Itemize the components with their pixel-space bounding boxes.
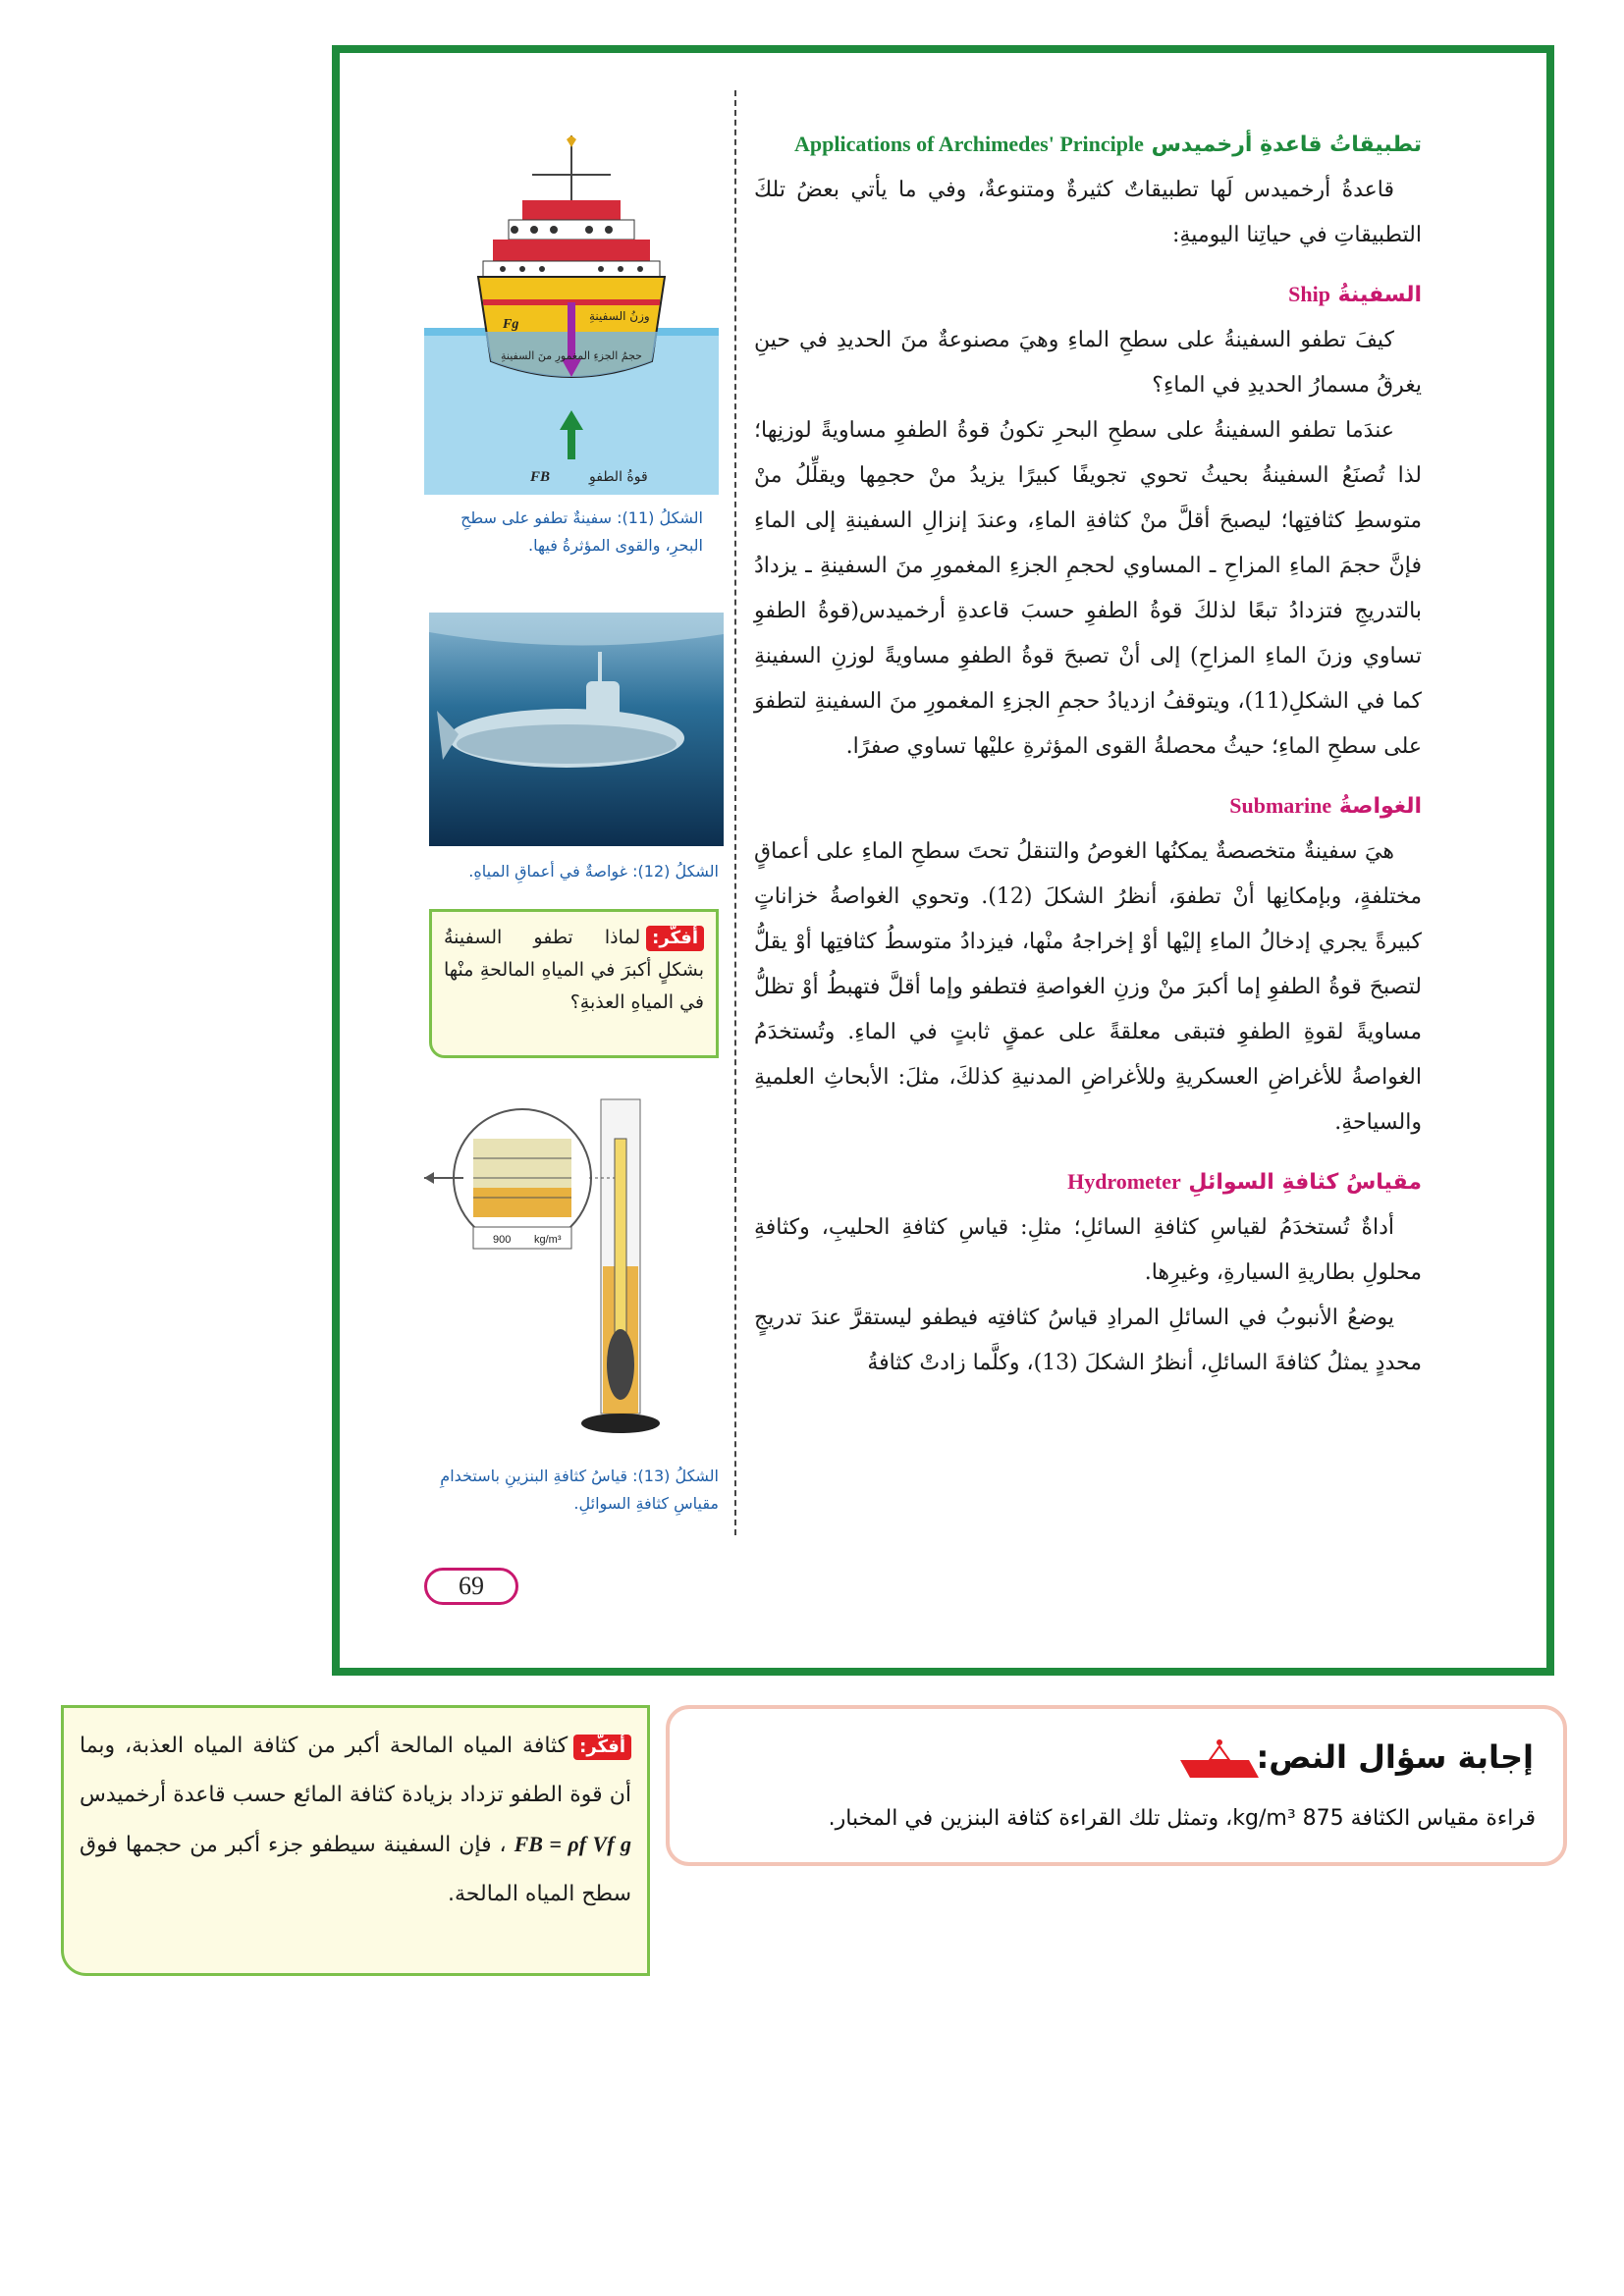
ship-weight-label: وزنُ السفينةِ [589, 309, 650, 323]
hydrometer-body-1: أداةٌ تُستخدَمُ لقياسِ كثافةِ السائلِ؛ مثلِ: قياسِ كثافةِ الحليبِ، وكثافةِ محلولِ بطاريةِ السيارةِ، وغيرِها. [754, 1215, 1422, 1285]
buoyancy-formula: FB = ρf Vf g [514, 1832, 631, 1856]
ship-question: كيفَ تطفو السفينةُ على سطحِ الماءِ وهيَ مصنوعةٌ منَ الحديدِ في حينِ يغرقُ مسمارُ الحديدِ في الماءِ؟ [754, 328, 1422, 398]
answer-pencil-icon [1180, 1738, 1269, 1788]
think-answer-text-2: ، فإن السفينة سيطفو جزء أكبر من حجمها فوق سطح المياه المالحة. [80, 1833, 631, 1906]
scale-unit: kg/m³ [534, 1234, 562, 1246]
main-text-column [754, 128, 1422, 1386]
submarine-title-ar: الغواصةُ [1338, 794, 1422, 819]
ship-fg-symbol: Fg [503, 317, 519, 332]
think-box [429, 909, 719, 1058]
think-answer-badge: أفكّر: [573, 1735, 631, 1760]
ship-heading [754, 278, 1422, 312]
submarine-heading [754, 789, 1422, 824]
column-divider [734, 90, 736, 1535]
scale-value: 900 [493, 1234, 512, 1246]
section-title [754, 128, 1422, 162]
think-question: لماذا تطفو السفينةُ بشكلٍ أكبرَ في المياهِ المالحةِ منْها في المياهِ العذبةِ؟ [444, 927, 704, 1013]
hydrometer-figure [424, 1080, 719, 1443]
ship-fb-symbol: FB [530, 469, 551, 485]
ship-volume-label: حجمُ الجزءِ المغمورِ منَ السفينةِ [501, 349, 642, 362]
hydrometer-heading [754, 1165, 1422, 1200]
figure-13-caption: الشكلُ (13): قياسُ كثافةِ البنزينِ باستخدامِ مقياسِ كثافةِ السوائلِ. [440, 1467, 719, 1513]
ship-buoyancy-label: قوةُ الطفوِ [589, 469, 648, 485]
ship-title-ar: السفينةُ [1337, 283, 1422, 307]
figure-12-caption: الشكلُ (12): غواصةٌ في أعماقِ المياهِ. [468, 862, 719, 881]
think-answer-text-1: كثافة المياه المالحة أكبر من كثافة المياه العذبة، وبما أن قوة الطفو تزداد بزيادة كثافة المائع حسب قاعدة أرخميدس [80, 1734, 631, 1807]
ship-body: عندَما تطفو السفينةُ على سطحِ البحرِ تكونُ قوةُ الطفوِ مساويةً لوزنِها؛ لذا تُصنَعُ السفينةُ بحيثُ تحوي تجويفًا كبيرًا يزيدُ منْ حجمِها ويقلِّلُ منْ متوسطِ كثافتِها؛ ليصبحَ أقلَّ منْ كثافةِ الماءِ، وعندَ إنزالِ السفينةِ إلى الماءِ فإنَّ حجمَ الماءِ المزاحِ ـ المساوي لحجمِ الجزءِ المغمورِ منَ السفينةِ ـ يزدادُ بالتدريجِ فتزدادُ تبعًا لذلكَ قوةُ الطفوِ حسبَ قاعدةِ أرخميدس(قوةُ الطفوِ تساوي وزنَ الماءِ المزاحِ) إلى أنْ تصبحَ قوةُ الطفوِ مساويةً لوزنِ السفينةِ كما في الشكلِ(11)، ويتوقفُ ازديادُ حجمِ الجزءِ المغمورِ منَ السفينةِ لتطفوَ على سطحِ الماءِ؛ حيثُ محصلةُ القوى المؤثرةِ عليْها تساوي صفرًا. [754, 418, 1422, 759]
section-title-en: Applications of Archimedes' Principle [794, 132, 1144, 156]
figure-11-caption: الشكلُ (11): سفينةٌ تطفو على سطحِ البحرِ، والقوى المؤثرةُ فيها. [460, 508, 703, 555]
answer-text: قراءة مقياس الكثافة 875 kg/m³، وتمثل تلك القراءة كثافة البنزين في المخبار. [828, 1806, 1536, 1831]
intro-paragraph: قاعدةُ أرخميدس لَها تطبيقاتٌ كثيرةٌ ومتنوعةٌ، وفي ما يأتي بعضُ تلكَ التطبيقاتِ في حياتِنا اليوميةِ: [754, 178, 1422, 247]
hydrometer-title-en: Hydrometer [1067, 1169, 1181, 1194]
hydrometer-body-2: يوضعُ الأنبوبُ في السائلِ المرادِ قياسُ كثافتِه فيطفو ليستقرَّ عندَ تدريجٍ محددٍ يمثلُ كثافةَ السائلِ، أنظرُ الشكلَ (13)، وكلَّما زادتْ كثافةُ [754, 1306, 1422, 1375]
page-number: 69 [424, 1568, 518, 1605]
ship-figure [424, 135, 719, 495]
answer-box [666, 1705, 1567, 1866]
section-title-ar: تطبيقاتُ قاعدةِ أرخميدس [1151, 133, 1422, 157]
ship-title-en: Ship [1288, 282, 1330, 306]
think-answer-box [61, 1705, 650, 1976]
hydrometer-title-ar: مقياسُ كثافةِ السوائلِ [1188, 1170, 1422, 1195]
submarine-body: هيَ سفينةٌ متخصصةٌ يمكنُها الغوصُ والتنقلُ تحتَ سطحِ الماءِ على أعماقٍ مختلفةٍ، وبإمكانِها أنْ تطفوَ، أنظرُ الشكلَ (12). وتحوي الغواصةُ خزاناتٍ كبيرةً يجري إدخالُ الماءِ إليْها أوْ إخراجهُ منْها، فيزدادُ متوسطُ كثافتِها أوْ يقلُّ لتصبحَ قوةُ الطفوِ إما أكبرَ منْ وزنِ الغواصةِ فتطفو وإما أقلَّ فتهبطُ أوْ تظلُّ مساويةً لقوةِ الطفوِ فتبقى معلقةً على عمقٍ ثابتٍ في الماءِ. وتُستخدَمُ الغواصةُ للأغراضِ العسكريةِ وللأغراضِ المدنيةِ كذلكَ، مثلَ: الأبحاثِ العلميةِ والسياحةِ. [754, 839, 1422, 1135]
answer-title: إجابة سؤال النص: [1256, 1738, 1534, 1776]
submarine-title-en: Submarine [1229, 793, 1332, 818]
submarine-figure [429, 613, 724, 846]
think-badge: أفكّر: [646, 926, 704, 951]
